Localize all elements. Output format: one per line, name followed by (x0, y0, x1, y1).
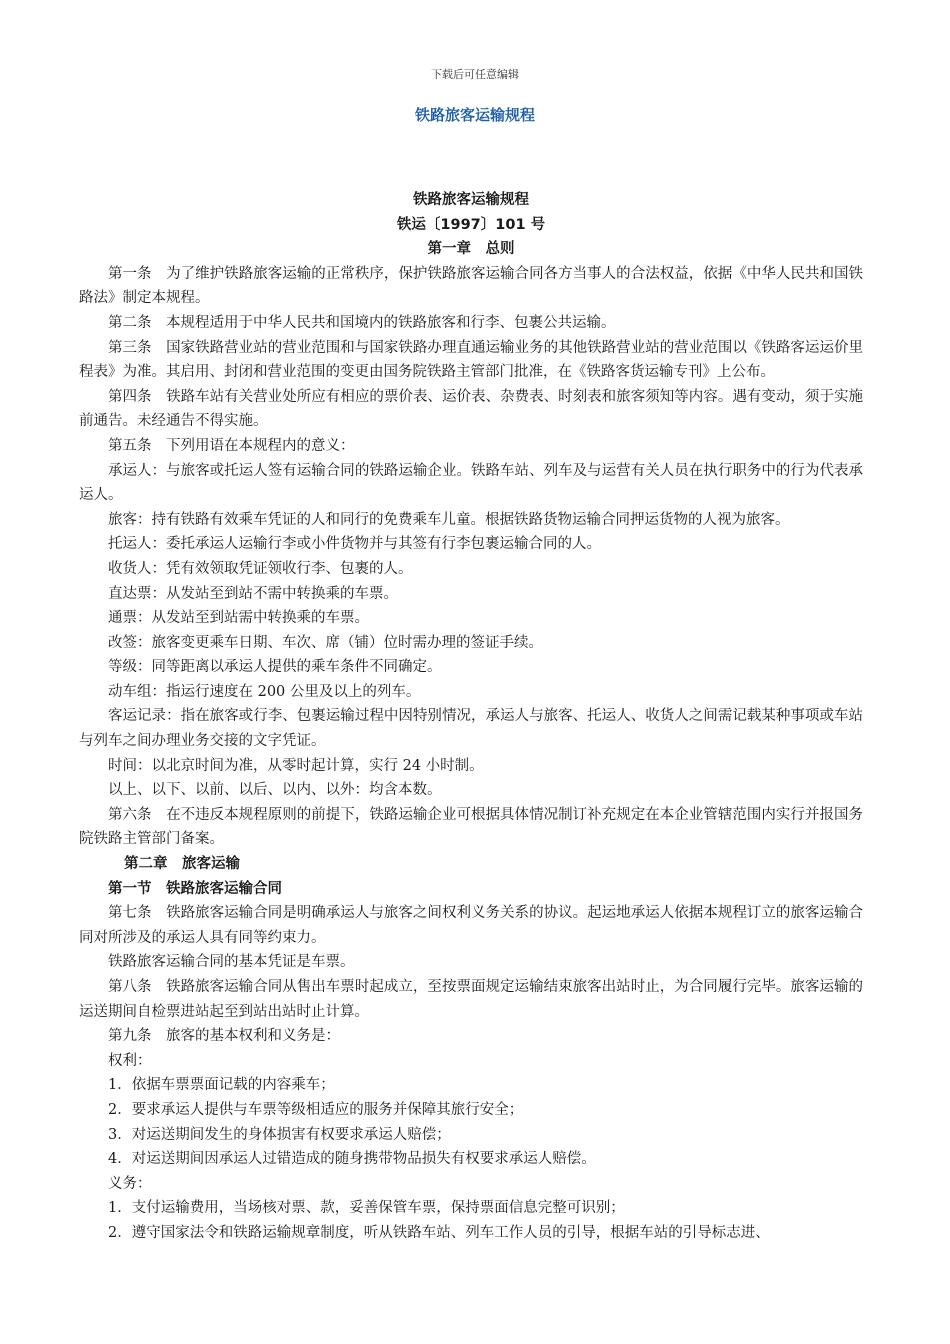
article-3: 第三条 国家铁路营业站的营业范围和与国家铁路办理直通运输业务的其他铁路营业站的营业范围以《铁路客运运价里程表》为准。其启用、封闭和营业范围的变更由国务院铁路主管部门批准，在《铁路客货运输专刊》上公布。 (79, 339, 863, 381)
definition-consignor: 托运人：委托承运人运输行李或小件货物并与其签有行李包裹运输合同的人。 (108, 536, 601, 553)
article-8: 第八条 铁路旅客运输合同从售出车票时起成立，至按票面规定运输结束旅客出站时止，为合同履行完毕。旅客运输的运送期间自检票进站起至到站出站时止计算。 (79, 979, 863, 1020)
article-1: 第一条 为了维护铁路旅客运输的正常秩序，保护铁路旅客运输合同各方当事人的合法权益，依据《中华人民共和国铁路法》制定本规程。 (79, 265, 863, 307)
article-6: 第六条 在不违反本规程原则的前提下，铁路运输企业可根据具体情况制订补充规定在本企业管辖范围内实行并报国务院铁路主管部门备案。 (79, 806, 863, 848)
right-item: 1．依据车票票面记载的内容乘车； (108, 1077, 335, 1094)
article-5: 第五条 下列用语在本规程内的意义： (108, 437, 355, 454)
right-item: 3．对运送期间发生的身体损害有权要求承运人赔偿； (108, 1126, 451, 1143)
document-number: 铁运〔1997〕101 号 (396, 216, 546, 233)
duty-item: 2．遵守国家法令和铁路运输规章制度，听从铁路车站、列车工作人员的引导，根据车站的引导标志进、 (108, 1224, 770, 1241)
section-1-heading: 第一节 铁路旅客运输合同 (108, 880, 282, 897)
right-item: 4．对运送期间因承运人过错造成的随身携带物品损失有权要求承运人赔偿。 (108, 1151, 596, 1168)
definition-emu: 动车组：指运行速度在 200 公里及以上的列车。 (108, 683, 421, 700)
document-title: 铁路旅客运输规程 (414, 106, 535, 124)
definition-passenger: 旅客：持有铁路有效乘车凭证的人和同行的免费乘车儿童。根据铁路货物运输合同押运货物的人视为旅客。 (108, 511, 790, 528)
definition-inclusive: 以上、以下、以前、以后、以内、以外：均含本数。 (108, 782, 442, 799)
header-note: 下载后可任意编辑 (431, 68, 519, 81)
definition-change: 改签：旅客变更乘车日期、车次、席（铺）位时需办理的签证手续。 (108, 634, 543, 651)
chapter-heading: 第一章 总则 (427, 241, 515, 258)
article-2: 第二条 本规程适用于中华人民共和国境内的铁路旅客和行李、包裹公共运输。 (108, 314, 616, 331)
article-9: 第九条 旅客的基本权利和义务是： (108, 1028, 340, 1045)
definition-direct-ticket: 直达票：从发站至到站不需中转换乘的车票。 (108, 585, 398, 602)
article-7: 第七条 铁路旅客运输合同是明确承运人与旅客之间权利义务关系的协议。起运地承运人依据本规程订立的旅客运输合同对所涉及的承运人具有同等约束力。 (79, 905, 863, 946)
document-body (79, 188, 863, 1246)
duties-label: 义务： (108, 1175, 152, 1192)
definition-class: 等级：同等距离以承运人提供的乘车条件不同确定。 (108, 659, 442, 676)
definition-record: 客运记录：指在旅客或行李、包裹运输过程中因特别情况，承运人与旅客、托运人、收货人之间需记载某种事项或车站与列车之间办理业务交接的文字凭证。 (79, 708, 863, 750)
article-7-basis: 铁路旅客运输合同的基本凭证是车票。 (108, 954, 355, 971)
rights-label: 权利： (108, 1052, 152, 1069)
chapter-2-heading: 第二章 旅客运输 (124, 856, 240, 873)
definition-carrier: 承运人：与旅客或托运人签有运输合同的铁路运输企业。铁路车站、列车及与运营有关人员在执行职务中的行为代表承运人。 (79, 462, 863, 504)
definition-time: 时间：以北京时间为准，从零时起计算，实行 24 小时制。 (108, 757, 484, 774)
right-item: 2．要求承运人提供与车票等级相适应的服务并保障其旅行安全； (108, 1101, 524, 1118)
duty-item: 1．支付运输费用，当场核对票、款，妥善保管车票，保持票面信息完整可识别； (108, 1200, 625, 1217)
definition-through-ticket: 通票：从发站至到站需中转换乘的车票。 (108, 610, 369, 627)
article-4: 第四条 铁路车站有关营业处所应有相应的票价表、运价表、杂费表、时刻表和旅客须知等内容。遇有变动，须于实施前通告。未经通告不得实施。 (79, 388, 863, 430)
definition-consignee: 收货人：凭有效领取凭证领收行李、包裹的人。 (108, 560, 413, 577)
regulation-title: 铁路旅客运输规程 (413, 192, 529, 208)
